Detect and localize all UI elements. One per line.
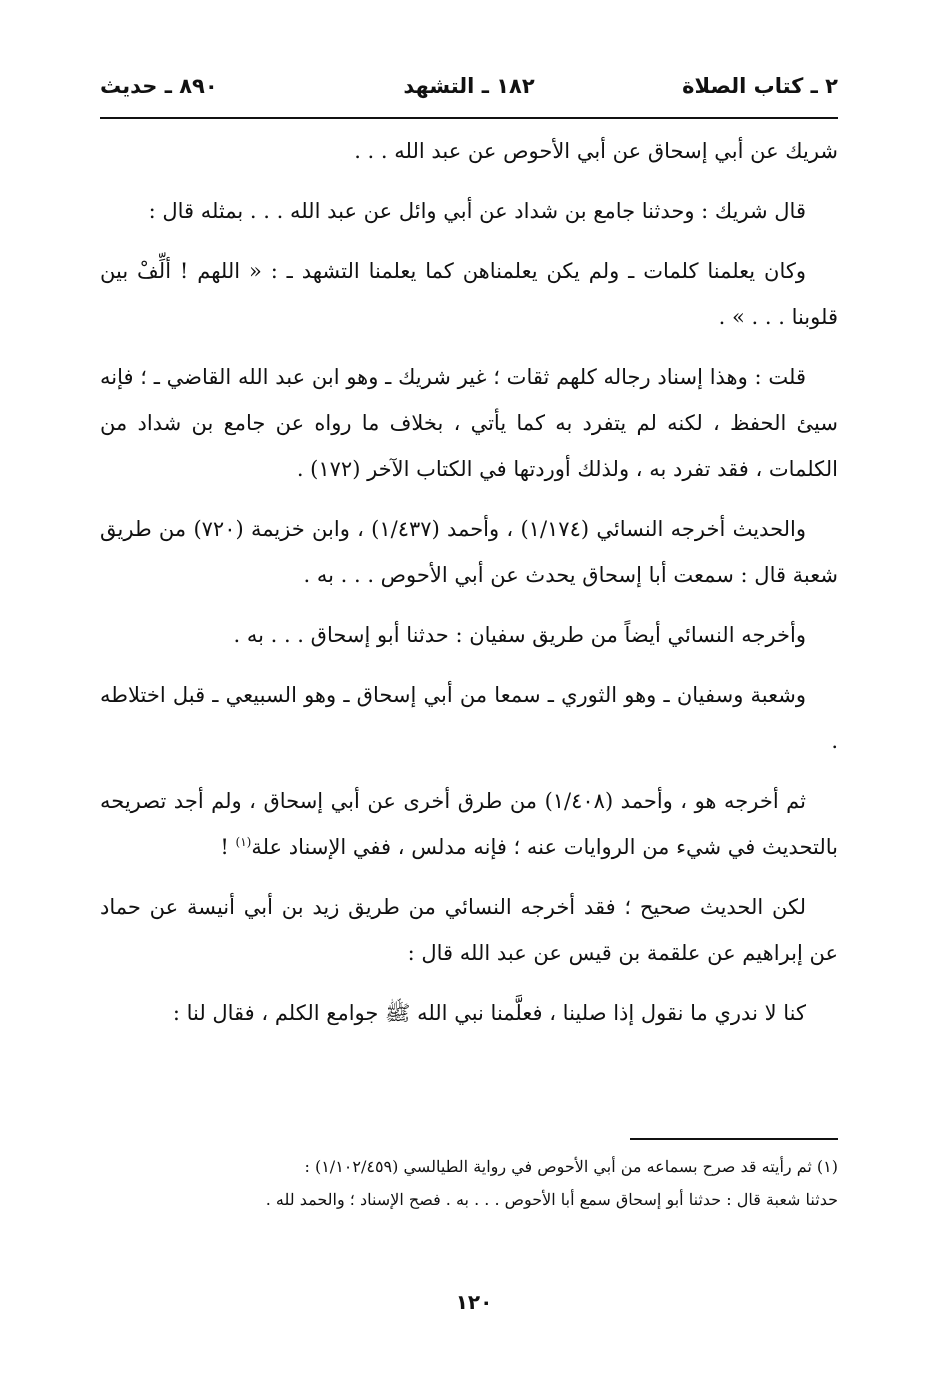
- header-book-chapter: ٢ ـ كتاب الصلاة: [682, 74, 838, 98]
- paragraph-10: كنا لا ندري ما نقول إذا صلينا ، فعلَّمنا نبي الله ﷺ جوامع الكلم ، فقال لنا :: [172, 1001, 806, 1025]
- footnote-line-2: حدثنا شعبة قال : حدثنا أبو إسحاق سمع أبا الأحوص . . . به . فصح الإسناد ؛ والحمد لله .: [265, 1190, 838, 1209]
- paragraph-5: والحديث أخرجه النسائي (١/١٧٤) ، وأحمد (١/٤٣٧) ، وابن خزيمة (٧٢٠) من طريق شعبة قال : سمعت أبا إسحاق يحدث عن أبي الأحوص . . . به .: [100, 517, 838, 587]
- paragraph-2: قال شريك : وحدثنا جامع بن شداد عن أبي وائل عن عبد الله . . . بمثله قال :: [148, 199, 806, 223]
- header-hadith-number: ٨٩٠ ـ حديث: [100, 74, 218, 98]
- main-text: [100, 128, 838, 1050]
- page-number: ١٢٠: [455, 1290, 493, 1314]
- paragraph-8: [100, 778, 838, 870]
- footnote-reference: (١): [235, 835, 252, 849]
- paragraph-3: وكان يعلمنا كلمات ـ ولم يكن يعلمناهن كما يعلمنا التشهد ـ : « اللهم ! ألِّفْ بين قلوبنا . . . » .: [100, 259, 838, 329]
- paragraph-8-text: ثم أخرجه هو ، وأحمد (١/٤٠٨) من طرق أخرى عن أبي إسحاق ، ولم أجد تصريحه بالتحديث في شيء من الروايات عنه ؛ فإنه مدلس ، ففي الإسناد علة: [100, 789, 838, 859]
- footnote-line-1: (١) ثم رأيته قد صرح بسماعه من أبي الأحوص في رواية الطيالسي (١/١٠٢/٤٥٩) :: [304, 1157, 838, 1176]
- paragraph-9: لكن الحديث صحيح ؛ فقد أخرجه النسائي من طريق زيد بن أبي أنيسة عن حماد عن إبراهيم عن علقمة بن قيس عن عبد الله قال :: [100, 895, 838, 965]
- paragraph-4: قلت : وهذا إسناد رجاله كلهم ثقات ؛ غير شريك ـ وهو ابن عبد الله القاضي ـ ؛ فإنه سيئ الحفظ ، لكنه لم يتفرد به كما يأتي ، بخلاف ما رواه عن جامع بن شداد من الكلمات ، فقد تفرد به ، ولذلك أوردتها في الكتاب الآخر (١٧٢) .: [100, 365, 838, 481]
- footnote-divider: [630, 1138, 838, 1140]
- paragraph-8-end: !: [220, 835, 236, 859]
- running-header: [100, 72, 838, 108]
- footnote: [100, 1150, 838, 1216]
- header-section: ١٨٢ ـ التشهد: [403, 74, 535, 98]
- paragraph-7: وشعبة وسفيان ـ وهو الثوري ـ سمعا من أبي إسحاق ـ وهو السبيعي ـ قبل اختلاطه .: [100, 683, 838, 753]
- header-divider: [100, 117, 838, 119]
- paragraph-6: وأخرجه النسائي أيضاً من طريق سفيان : حدثنا أبو إسحاق . . . به .: [233, 623, 806, 647]
- paragraph-1: شريك عن أبي إسحاق عن أبي الأحوص عن عبد الله . . .: [354, 139, 838, 163]
